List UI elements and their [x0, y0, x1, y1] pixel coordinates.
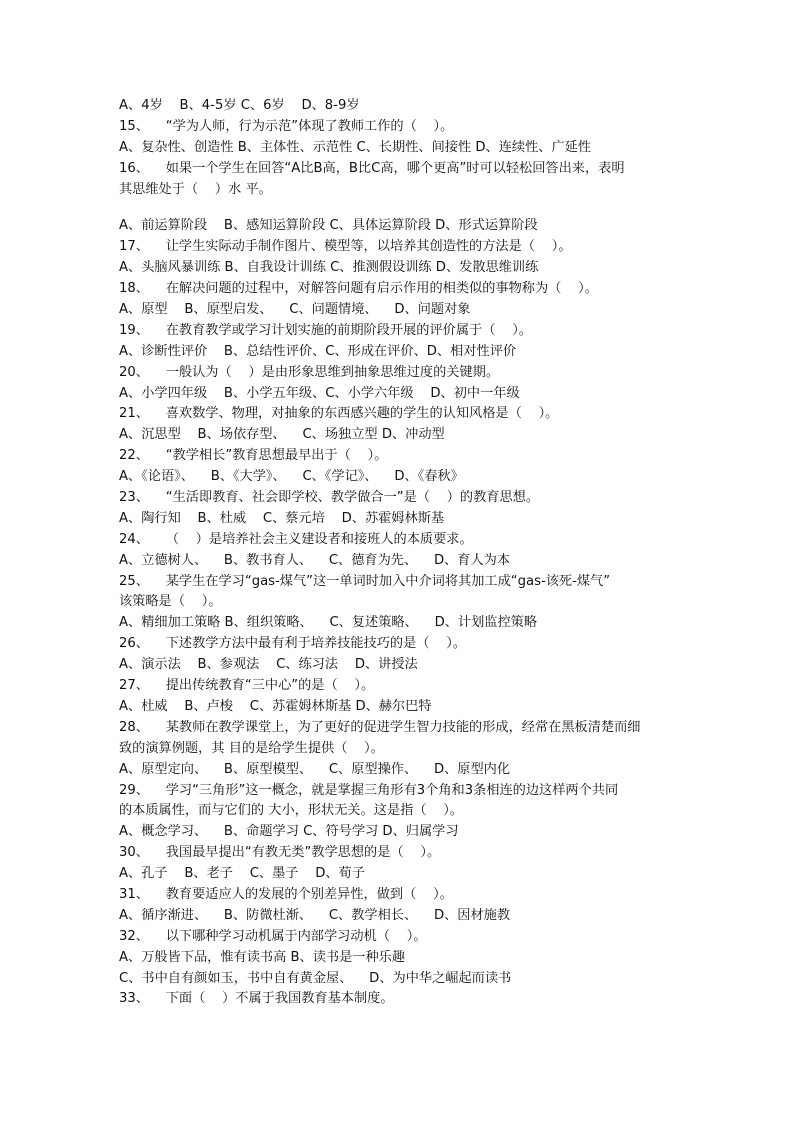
text-line: 致的演算例题，其 目的是给学生提供（ ）。 — [119, 740, 384, 756]
text-line: 22、 “教学相长”教育思想最早出于（ ）。 — [119, 448, 388, 464]
text-line: A、诊断性评价 B、总结性评价、C、形成在评价、D、相对性评价 — [119, 343, 517, 359]
text-line: 23、 “生活即教育、社会即学校、教学做合一”是（ ）的教育思想。 — [119, 490, 540, 506]
text-line: A、沉思型 B、场依存型、 C、场独立型 D、冲动型 — [119, 427, 445, 443]
text-line: 19、 在教育教学或学习计划实施的前期阶段开展的评价属于（ ）。 — [119, 322, 532, 338]
text-line: A、概念学习、 B、命题学习 C、符号学习 D、归属学习 — [119, 824, 459, 840]
text-line: 31、 教育要适应人的发展的个别差异性，做到（ ）。 — [119, 886, 453, 902]
text-line: A、原型定向、 B、原型模型、 C、原型操作、 D、原型内化 — [119, 761, 511, 777]
text-line: A、陶行知 B、杜威 C、蔡元培 D、苏霍姆林斯基 — [119, 510, 445, 526]
text-line: 的本质属性，而与它们的 大小，形状无关。这是指（ ）。 — [119, 803, 464, 819]
text-line: 21、 喜欢数学、物理，对抽象的东西感兴趣的学生的认知风格是（ ）。 — [119, 406, 559, 422]
text-line: A、杜威 B、卢梭 C、苏霍姆林斯基 D、赫尔巴特 — [119, 698, 432, 714]
text-line: 该策略是（ ）。 — [119, 594, 222, 610]
text-line: 24、 （ ）是培养社会主义建设者和接班人的本质要求。 — [119, 531, 473, 547]
text-line: 其思维处于（ ）水 平。 — [119, 181, 272, 197]
text-line: A、前运算阶段 B、感知运算阶段 C、具体运算阶段 D、形式运算阶段 — [119, 218, 538, 234]
text-line: 18、 在解决问题的过程中，对解答问题有启示作用的相类似的事物称为（ ）。 — [119, 281, 598, 297]
document-body — [119, 96, 679, 1010]
text-line: A、复杂性、创造性 B、主体性、示范性 C、长期性、间接性 D、连续性、广延性 — [119, 139, 592, 155]
text-line: C、书中自有颜如玉，书中自有黄金屋、 D、为中华之崛起而读书 — [119, 970, 512, 986]
text-line: A、演示法 B、参观法 C、练习法 D、讲授法 — [119, 657, 418, 673]
text-line: 16、 如果一个学生在回答“A比B高，B比C高，哪个更高”时可以轻松回答出来，表明 — [119, 160, 625, 176]
text-line: 30、 我国最早提出“有教无类”教学思想的是（ ）。 — [119, 845, 441, 861]
text-line: 29、 学习“三角形”这一概念，就是掌握三角形有3个角和3条相连的边这样两个共同 — [119, 782, 619, 798]
text-line: 25、 某学生在学习“gas-煤气”这一单词时加入中介词将其加工成“gas-该死-煤气” — [119, 573, 611, 589]
text-line: 27、 提出传统教育“三中心”的是（ ）。 — [119, 678, 375, 694]
text-line: 17、 让学生实际动手制作图片、模型等，以培养其创造性的方法是（ ）。 — [119, 239, 572, 255]
text-line: 20、 一般认为（ ）是由形象思维到抽象思维过度的关键期。 — [119, 364, 500, 380]
text-line: A、4岁 B、4-5岁 C、6岁 D、8-9岁 — [119, 98, 360, 113]
text-line: 26、 下述教学方法中最有利于培养技能技巧的是（ ）。 — [119, 636, 467, 652]
text-line: A、万般皆下品，惟有读书高 B、读书是一种乐趣 — [119, 949, 406, 965]
text-line: 32、 以下哪种学习动机属于内部学习动机（ ）。 — [119, 928, 427, 944]
blank-line — [119, 200, 679, 216]
text-line: A、小学四年级 B、小学五年级、C、小学六年级 D、初中一年级 — [119, 385, 520, 401]
text-line: 28、 某教师在教学课堂上，为了更好的促进学生智力技能的形成，经常在黑板清楚而细 — [119, 719, 641, 735]
text-line: A、头脑风暴训练 B、自我设计训练 C、推测假设训练 D、发散思维训练 — [119, 260, 539, 276]
text-line: A、精细加工策略 B、组织策略、 C、复述策略、 D、计划监控策略 — [119, 615, 538, 631]
text-line: A、循序渐进、 B、防微杜渐、 C、教学相长、 D、因材施教 — [119, 907, 511, 923]
text-line: 15、 “学为人师，行为示范”体现了教师工作的（ ）。 — [119, 118, 454, 134]
text-line: A、原型 B、原型启发、 C、问题情境、 D、问题对象 — [119, 302, 471, 318]
text-line: A、立德树人、 B、教书育人、 C、德育为先、 D、育人为本 — [119, 552, 511, 568]
text-line: 33、 下面（ ）不属于我国教育基本制度。 — [119, 991, 394, 1007]
text-line: A、孔子 B、老子 C、墨子 D、荀子 — [119, 866, 365, 882]
text-line: A、《论语》、 B、《大学》、 C、《学记》、 D、《春秋》 — [119, 469, 464, 485]
